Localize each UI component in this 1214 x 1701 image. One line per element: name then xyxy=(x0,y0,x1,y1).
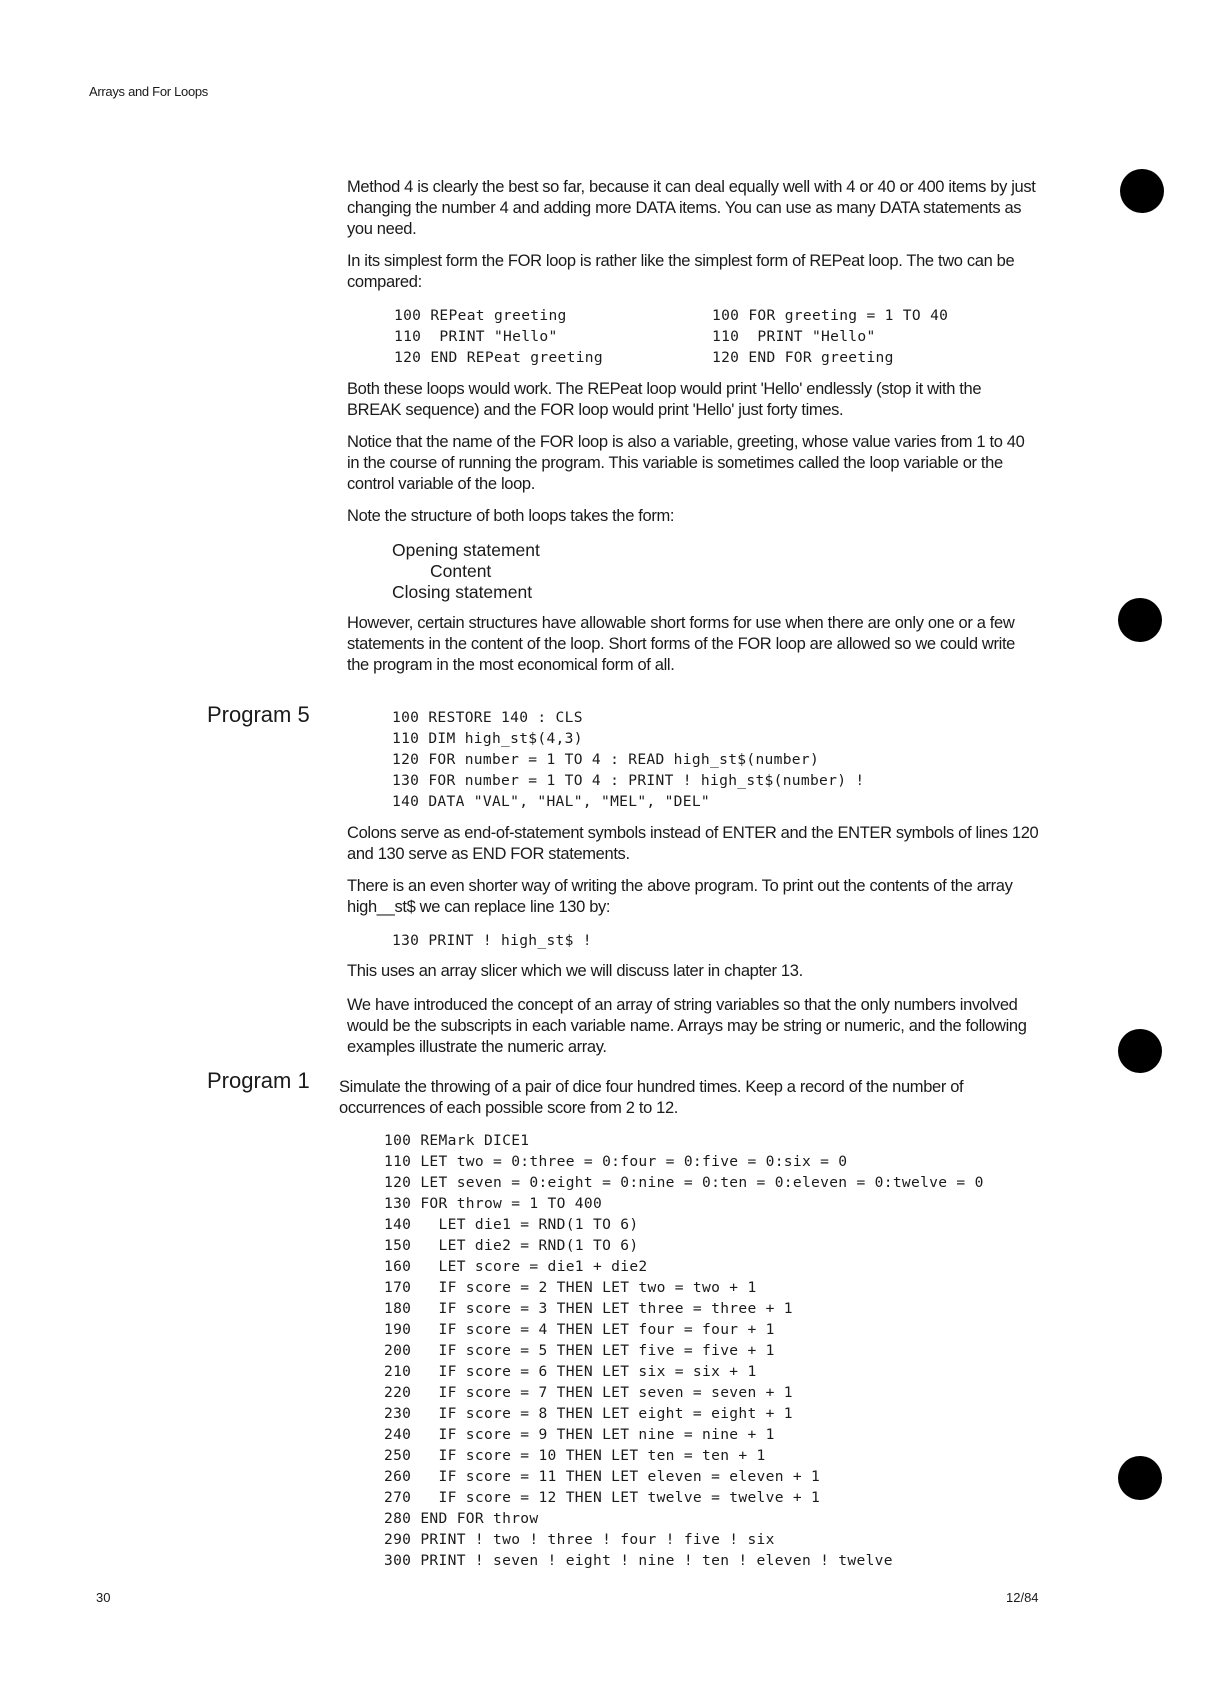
page-number: 30 xyxy=(96,1590,111,1605)
paragraph-loop-variable: Notice that the name of the FOR loop is also a variable, greeting, whose value varies from 1 to 40 in the course of running the program. This variable is sometimes called the loop variable or the control variable of the loop. xyxy=(347,433,1025,493)
structure-content: Content xyxy=(430,561,492,581)
paragraph-method4: Method 4 is clearly the best so far, because it can deal equally well with 4 or 40 or 400 items by just changing the number 4 and adding more DATA items. You can use as many DATA statements as you need. xyxy=(347,178,1036,238)
paragraph-shorter-way: There is an even shorter way of writing the above program. To print out the contents of the array high__st$ we can replace line 130 by: xyxy=(347,877,1013,916)
binder-hole-2 xyxy=(1118,598,1162,642)
paragraph-array-concept: We have introduced the concept of an array of string variables so that the only numbers involved would be the subscripts in each variable name. Arrays may be string or numeric, and the following examples illustrate the numeric array. xyxy=(347,996,1027,1056)
paragraph-array-slicer: This uses an array slicer which we will discuss later in chapter 13. xyxy=(347,962,803,980)
date-code: 12/84 xyxy=(1006,1590,1039,1605)
label-program-1: Program 1 xyxy=(207,1068,310,1093)
paragraph-dice-task: Simulate the throwing of a pair of dice four hundred times. Keep a record of the number of occurrences of each possible score from 2 to 12. xyxy=(339,1078,964,1117)
label-program-5: Program 5 xyxy=(207,702,310,727)
running-header: Arrays and For Loops xyxy=(89,84,209,99)
paragraph-both-loops: Both these loops would work. The REPeat loop would print 'Hello' endlessly (stop it with the BREAK sequence) and the FOR loop would print 'Hello' just forty times. xyxy=(347,380,982,419)
paragraph-short-forms: However, certain structures have allowable short forms for use when there are only one or a few statements in the content of the loop. Short forms of the FOR loop are allowed so we could write the program in the most economical form of all. xyxy=(347,614,1016,674)
code-line-130: 130 PRINT ! high_st$ ! xyxy=(392,932,592,949)
structure-opening: Opening statement xyxy=(392,540,540,560)
paragraph-colons: Colons serve as end-of-statement symbols instead of ENTER and the ENTER symbols of lines 120 and 130 serve as END FOR statements. xyxy=(347,824,1039,863)
binder-hole-3 xyxy=(1118,1029,1162,1073)
code-repeat-loop: 100 REPeat greeting 110 PRINT "Hello" 120 END REPeat greeting xyxy=(394,307,603,366)
code-program-5: 100 RESTORE 140 : CLS 110 DIM high_st$(4,3) 120 FOR number = 1 TO 4 : READ high_st$(number) 130 FOR number = 1 TO 4 : PRINT ! high_st$(number) ! 140 DATA "VAL", "HAL", "MEL", "DEL" xyxy=(392,709,865,810)
paragraph-structure-note: Note the structure of both loops takes the form: xyxy=(347,507,675,525)
binder-hole-1 xyxy=(1120,169,1164,213)
code-for-loop: 100 FOR greeting = 1 TO 40 110 PRINT "Hello" 120 END FOR greeting xyxy=(712,307,949,366)
structure-closing: Closing statement xyxy=(392,582,533,602)
code-dice-program: 100 REMark DICE1 110 LET two = 0:three = 0:four = 0:five = 0:six = 0 120 LET seven = 0:eight = 0:nine = 0:ten = 0:eleven = 0:twelve = 0 130 FOR throw = 1 TO 400 140 LET die1 = RND(1 TO 6) 150 LET die2 = RND(1 TO 6) 160 LET score = die1 + die2 170 IF score = 2 THEN LET two = two + 1 180 IF score = 3 THEN LET three = three + 1 190 IF score = 4 THEN LET four = four + 1 200 IF score = 5 THEN LET five = five + 1 210 IF score = 6 THEN LET six = six + 1 220 IF score = 7 THEN LET seven = seven + 1 230 IF score = 8 THEN LET eight = eight + 1 240 IF score = 9 THEN LET nine = nine + 1 250 IF score = 10 THEN LET ten = ten + 1 260 IF score = 11 THEN LET eleven = eleven + 1 270 IF score = 12 THEN LET twelve = twelve + 1 280 END FOR throw 290 PRINT ! two ! three ! four ! five ! six 300 PRINT ! seven ! eight ! nine ! ten ! eleven ! twelve xyxy=(384,1132,984,1569)
paragraph-for-intro: In its simplest form the FOR loop is rather like the simplest form of REPeat loop. The two can be compared: xyxy=(347,252,1015,291)
binder-hole-4 xyxy=(1118,1456,1162,1500)
